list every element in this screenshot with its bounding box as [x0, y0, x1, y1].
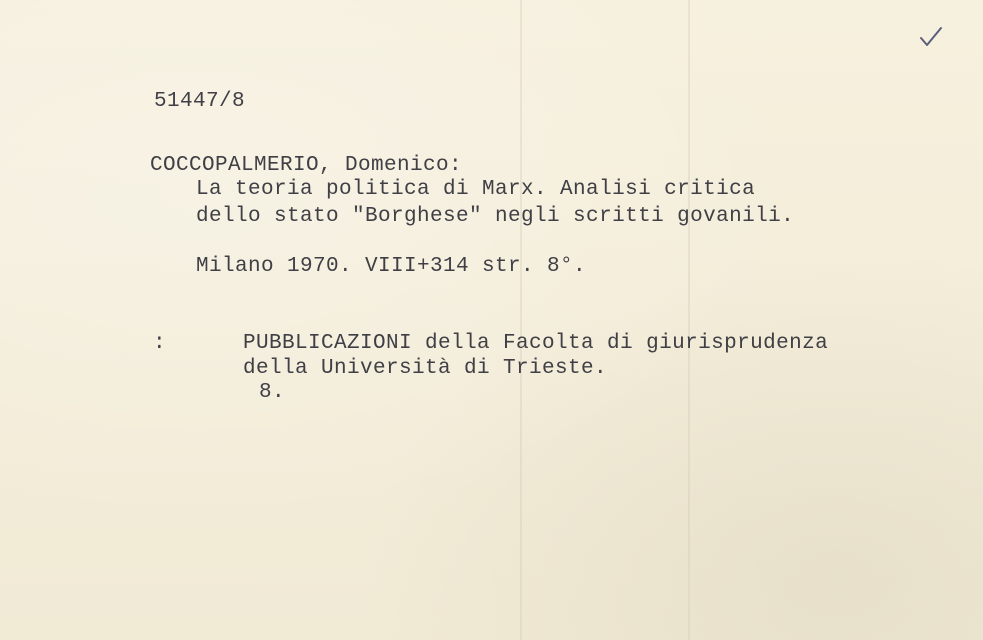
- title-line: dello stato "Borghese" negli scritti govanili.: [196, 205, 795, 228]
- paper-fold: [520, 0, 522, 640]
- title-line: La teoria politica di Marx. Analisi critica: [196, 178, 756, 201]
- series-number: 8.: [259, 381, 286, 404]
- paper-fold: [688, 0, 690, 640]
- author-name: COCCOPALMERIO, Domenico:: [150, 154, 463, 177]
- series-line: PUBBLICAZIONI della Facolta di giurisprudenza: [243, 332, 829, 355]
- imprint: Milano 1970. VIII+314 str. 8°.: [196, 255, 587, 278]
- series-marker: :: [153, 332, 167, 355]
- call-number: 51447/8: [154, 90, 246, 113]
- series-line: della Università di Trieste.: [243, 357, 608, 380]
- check-mark-icon: [918, 24, 944, 50]
